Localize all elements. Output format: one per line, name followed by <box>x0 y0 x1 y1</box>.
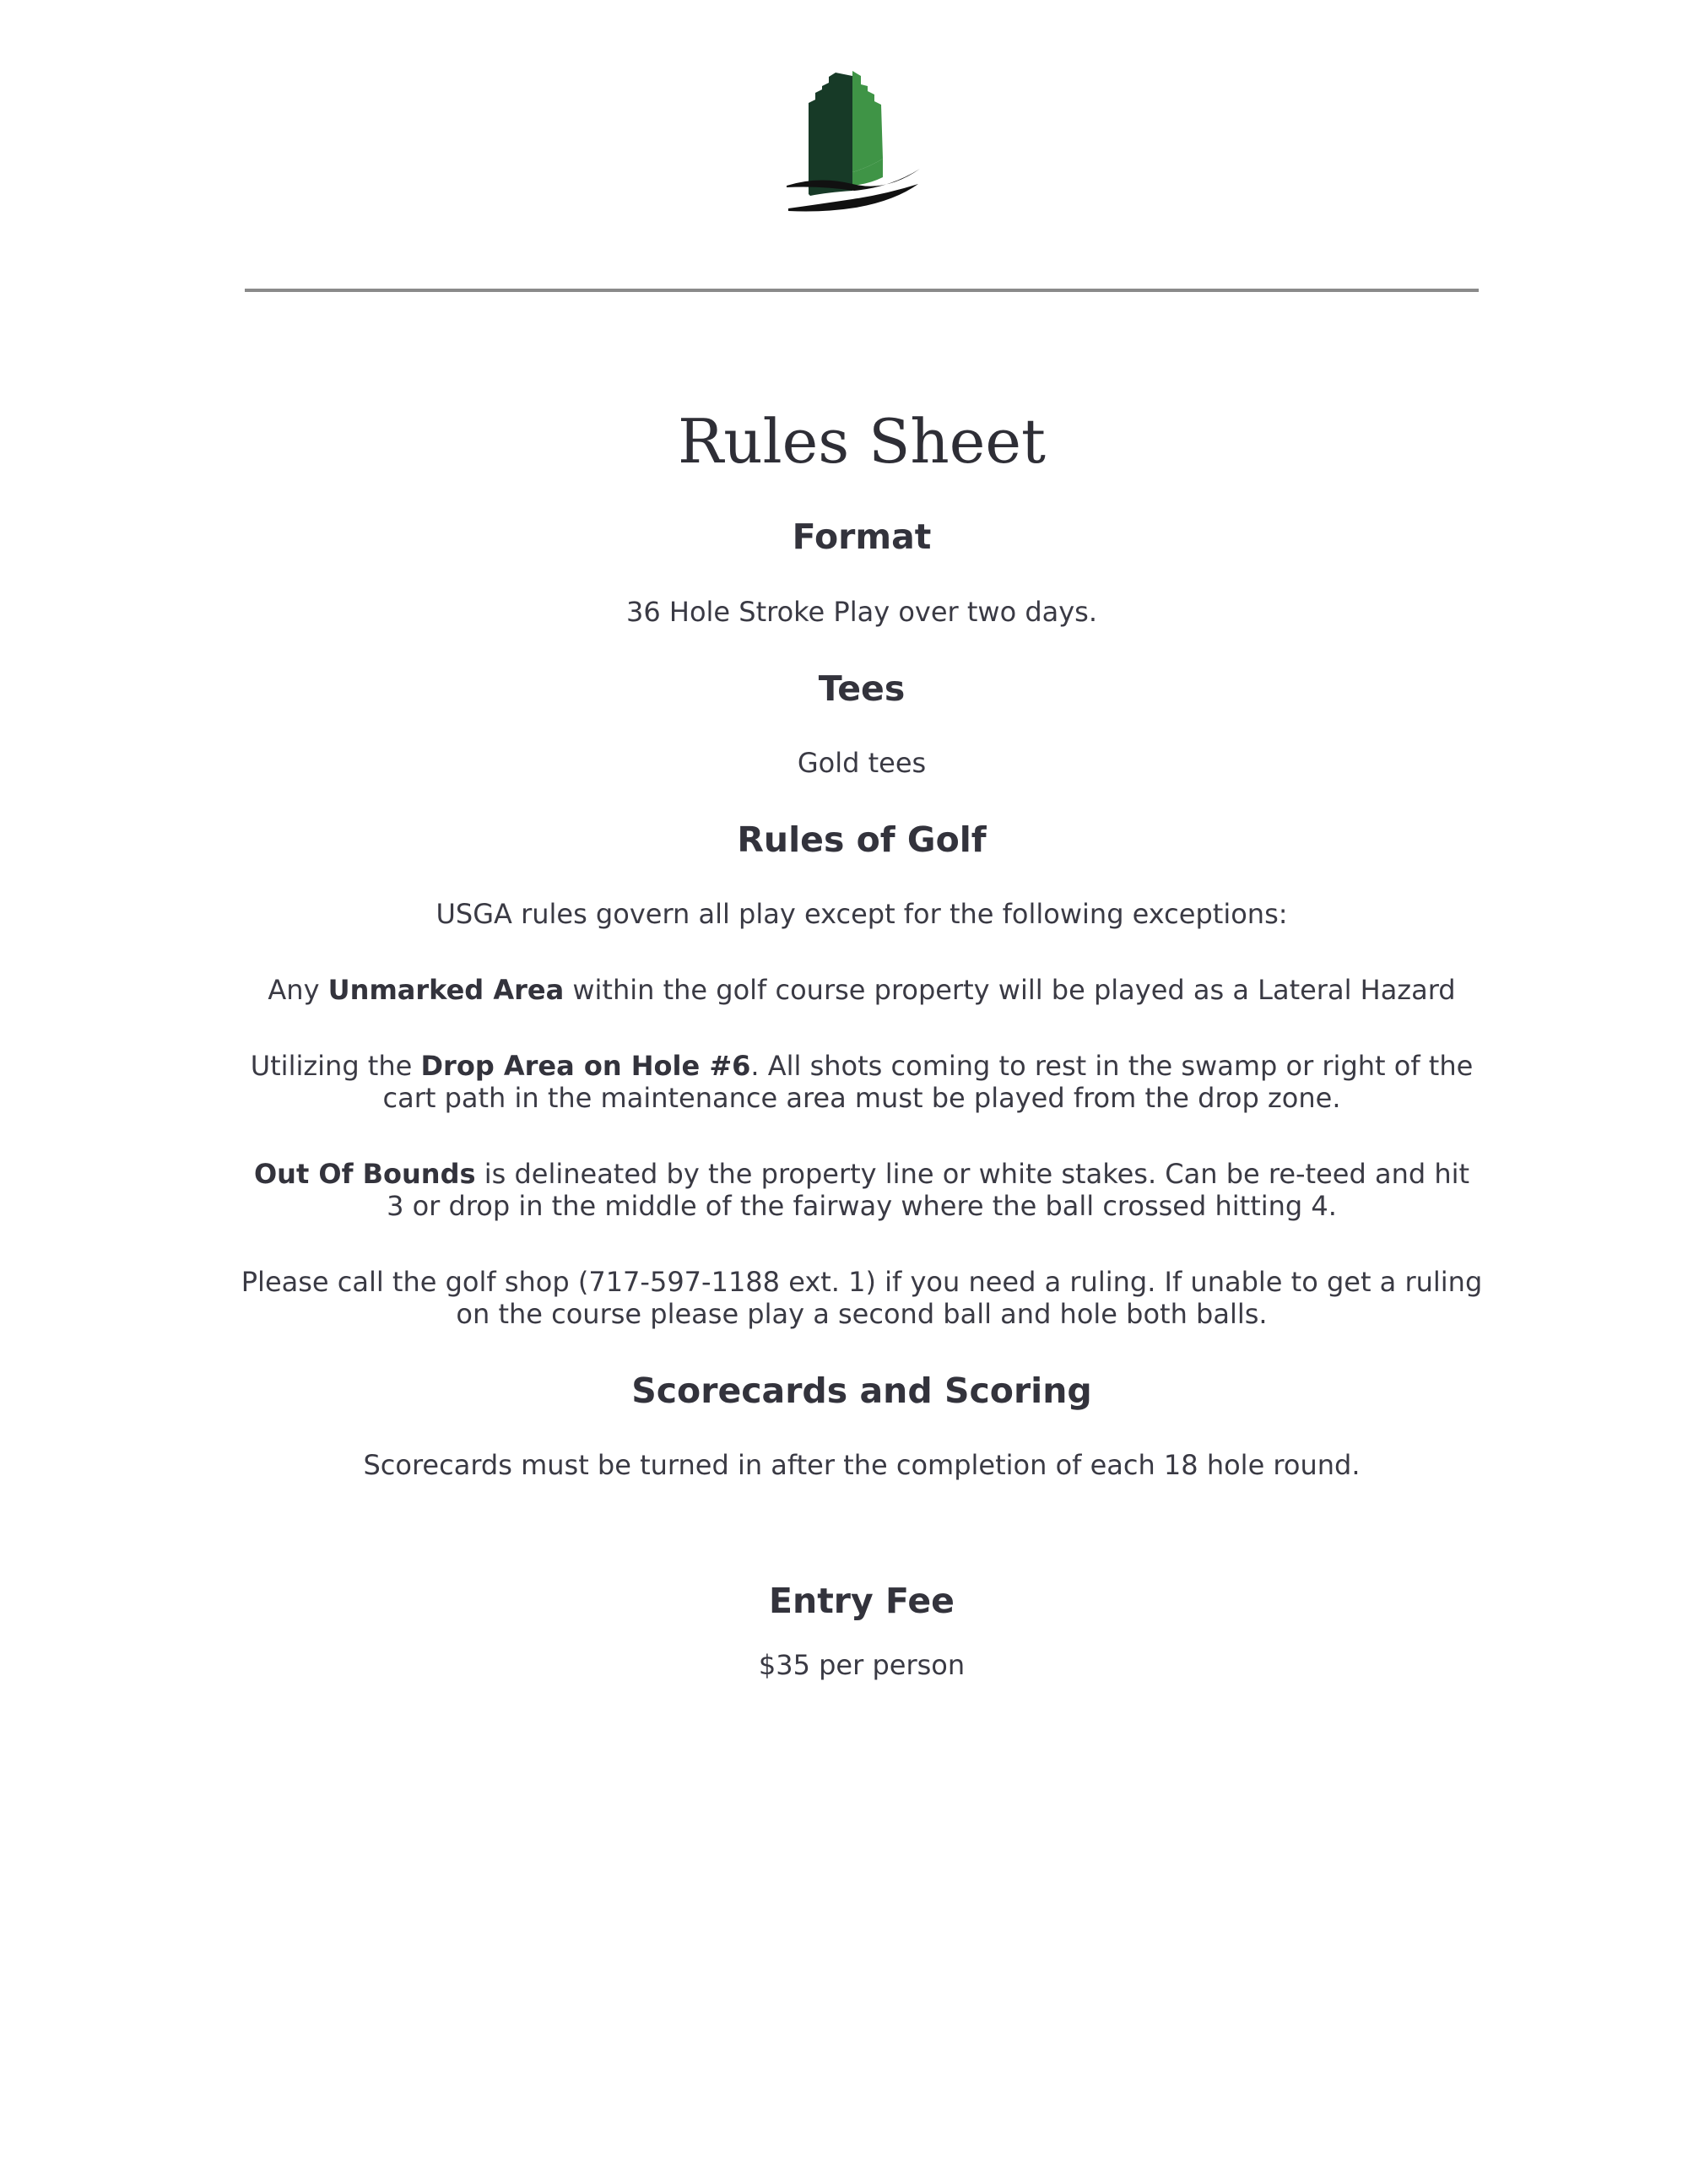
castle-tower-logo-icon <box>785 68 920 215</box>
rule-drop-pre: Utilizing the <box>250 1049 421 1082</box>
format-text: 36 Hole Stroke Play over two days. <box>625 595 1098 628</box>
rule-unmarked-area <box>236 974 1487 1006</box>
section-heading-format: Format <box>792 516 932 558</box>
rules-intro: USGA rules govern all play except for the following exceptions: <box>436 897 1288 930</box>
rule-oob-bold: Out Of Bounds <box>253 1157 476 1190</box>
section-heading-scoring: Scorecards and Scoring <box>631 1370 1092 1411</box>
tees-text: Gold tees <box>797 746 927 779</box>
tower-left-half <box>809 73 852 196</box>
fee-text: $35 per person <box>758 1649 966 1682</box>
rules-document <box>236 405 1487 1681</box>
section-heading-rules: Rules of Golf <box>737 819 987 860</box>
rule-drop-bold: Drop Area on Hole #6 <box>420 1049 751 1082</box>
scoring-text: Scorecards must be turned in after the completion of each 18 hole round. <box>363 1449 1361 1482</box>
page-title: Rules Sheet <box>678 406 1046 477</box>
rule-out-of-bounds <box>236 1158 1487 1222</box>
rule-drop-post: . All shots coming to rest in the swamp or right of the cart path in the maintenance area must be played from the drop zone. <box>382 1049 1474 1114</box>
section-heading-tees: Tees <box>818 668 906 709</box>
rule-oob-post: is delineated by the property line or white stakes. Can be re-teed and hit 3 or drop in the middle of the fairway where the ball crossed hitting 4. <box>387 1157 1470 1222</box>
rule-unmarked-pre: Any <box>268 973 328 1006</box>
tower-right-half <box>852 71 883 172</box>
rule-drop-area <box>236 1050 1487 1114</box>
header-divider <box>245 289 1479 292</box>
rule-ruling-contact: Please call the golf shop (717-597-1188 ext. 1) if you need a ruling. If unable to get a ruling on the course please play a second ball and hole both balls. <box>241 1265 1483 1330</box>
section-heading-fee: Entry Fee <box>769 1581 955 1622</box>
rule-unmarked-bold: Unmarked Area <box>327 973 565 1006</box>
rule-unmarked-post: within the golf course property will be played as a Lateral Hazard <box>564 973 1456 1006</box>
